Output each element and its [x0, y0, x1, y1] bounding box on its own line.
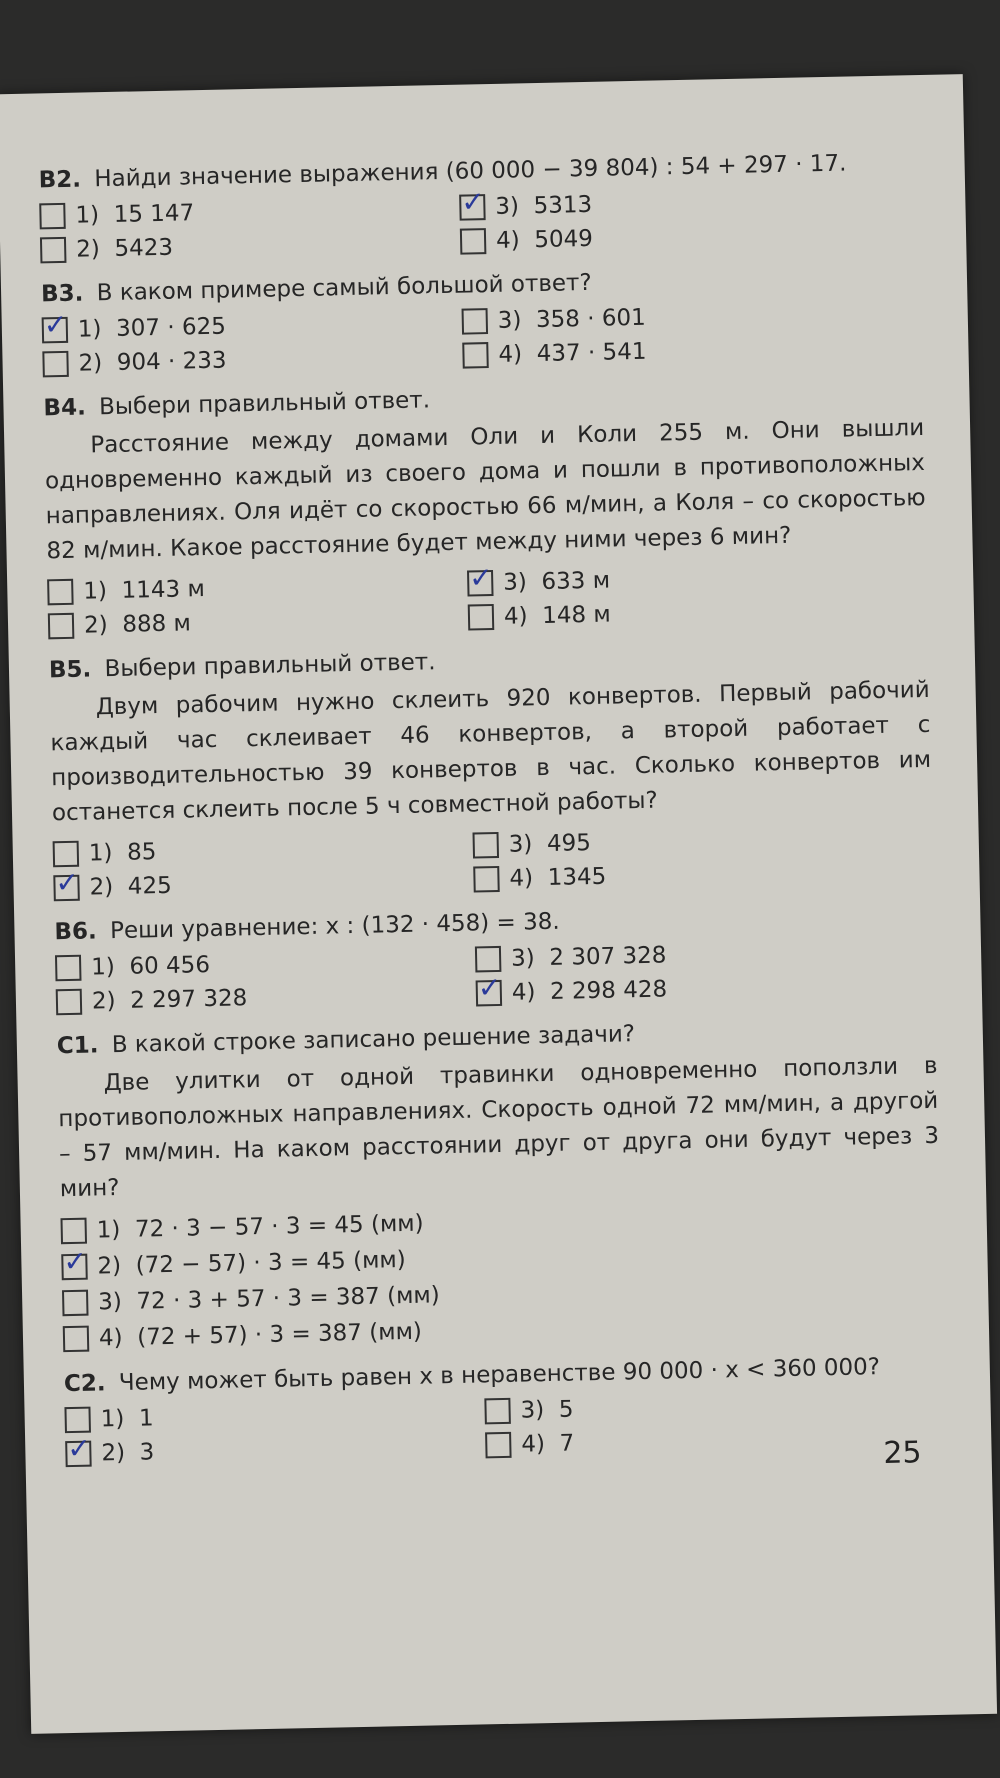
checkbox[interactable] [468, 604, 495, 631]
option-label: 2) 5423 [75, 234, 174, 263]
option-label: 3) 2 307 328 [510, 942, 667, 972]
checkbox[interactable] [462, 308, 489, 335]
task-question: Найди значение выражения (60 000 − 39 804) : 54 + 297 · 17. [94, 150, 847, 193]
task-number: B2. [38, 166, 82, 194]
check-mark-icon: ✓ [43, 307, 68, 342]
task-c2 [64, 1349, 946, 1471]
option-label: 1) 1 [100, 1405, 154, 1433]
option-label: 3) 633 м [503, 567, 611, 596]
checkbox[interactable] [47, 579, 74, 606]
option-label: 3) 5 [520, 1396, 574, 1424]
check-mark-icon: ✓ [468, 561, 493, 595]
checkbox[interactable] [42, 351, 69, 378]
option-label: 2) 425 [89, 872, 172, 901]
task-b5 [49, 635, 934, 905]
check-mark-icon: ✓ [66, 1431, 92, 1466]
task-question: В какой строке записано решение задачи? [111, 1021, 636, 1059]
task-b2 [38, 145, 920, 267]
task-b3 [41, 259, 923, 381]
checkbox[interactable] [473, 866, 500, 893]
task-question: В каком примере самый большой ответ? [96, 269, 592, 307]
check-mark-icon: ✓ [55, 865, 80, 900]
checkbox[interactable] [55, 955, 82, 982]
option-label: 3) 495 [508, 830, 592, 858]
option-label: 2) 2 297 328 [91, 985, 248, 1015]
problem-text: Расстояние между домами Оли и Коли 255 м. Они вышли одновременно каждый из своего дома и пошли в противоположных направлениях. Оля идёт со скоростью 66 м/мин, а Коля – со скоростью 82 м/мин. Какое расстояние будет между ними через 6 мин? [44, 414, 926, 565]
checkbox[interactable] [467, 561, 494, 597]
task-question: Реши уравнение: x : (132 · 458) = 38. [109, 908, 560, 945]
problem-text: Двум рабочим нужно склеить 920 конвертов. Первый рабочий каждый час склеивает 46 конвертов, а второй работает с производительностью 39 конвертов в час. Сколько конвертов им останется склеить после 5 ч совместной работы? [50, 676, 932, 827]
checkbox[interactable] [484, 1398, 511, 1425]
check-mark-icon: ✓ [477, 970, 502, 1005]
checkbox[interactable] [485, 1432, 512, 1459]
option-label: 4) (72 + 57) · 3 = 387 (мм) [98, 1318, 423, 1352]
checkbox[interactable] [63, 1326, 90, 1353]
page-content [38, 145, 945, 1481]
checkbox[interactable] [60, 1218, 87, 1245]
checkbox[interactable] [61, 1244, 88, 1281]
task-number: B6. [54, 918, 98, 946]
option-label: 4) 5049 [495, 225, 594, 254]
task-b6 [54, 897, 936, 1019]
answer-options [47, 557, 928, 643]
checkbox[interactable] [53, 841, 80, 868]
option-label: 3) 72 · 3 + 57 · 3 = 387 (мм) [97, 1282, 441, 1316]
checkbox[interactable] [476, 970, 503, 1007]
checkbox[interactable] [472, 832, 499, 859]
answer-options [53, 819, 934, 905]
option-label: 1) 1143 м [83, 576, 206, 605]
task-c1 [57, 1011, 944, 1357]
task-b4 [43, 373, 928, 643]
task-question: Выбери правильный ответ. [104, 649, 436, 683]
option-label: 2) 904 · 233 [78, 347, 227, 377]
task-number: C2. [63, 1370, 106, 1398]
option-label: 2) 888 м [83, 610, 192, 639]
checkbox[interactable] [53, 865, 80, 902]
answer-options [60, 1195, 943, 1357]
checkbox[interactable] [459, 185, 486, 221]
option-label: 1) 60 456 [90, 952, 211, 981]
checkbox[interactable] [460, 228, 487, 255]
problem-text: Две улитки от одной травинки одновременно поползли в противоположных направлениях. Скорость одной 72 мм/мин, а другой – 57 мм/мин. На каком расстоянии друг от друга они будут через 3 мин? [58, 1052, 940, 1203]
option-label: 4) 2 298 428 [511, 976, 668, 1006]
option-label: 1) 72 · 3 − 57 · 3 = 45 (мм) [96, 1210, 424, 1244]
option-label: 1) 85 [88, 839, 157, 867]
option-label: 4) 437 · 541 [498, 338, 647, 368]
option-label: 4) 7 [521, 1430, 575, 1458]
checkbox[interactable] [62, 1290, 89, 1317]
checkbox[interactable] [40, 237, 67, 264]
task-number: C1. [56, 1032, 99, 1060]
checkbox[interactable] [56, 989, 83, 1016]
workbook-page [0, 74, 997, 1734]
task-question: Выбери правильный ответ. [98, 387, 431, 421]
option-label: 4) 1345 [509, 863, 607, 892]
task-question: Чему может быть равен x в неравенстве 90 000 · x < 360 000? [118, 1354, 881, 1397]
checkbox[interactable] [64, 1407, 91, 1434]
checkbox[interactable] [39, 203, 66, 230]
checkbox[interactable] [42, 307, 69, 344]
task-number: B4. [43, 394, 87, 422]
checkbox[interactable] [65, 1431, 92, 1468]
page-number: 25 [883, 1435, 922, 1472]
option-label: 1) 307 · 625 [77, 313, 227, 343]
option-label: 3) 358 · 601 [497, 304, 646, 334]
option-label: 2) 3 [101, 1439, 155, 1467]
check-mark-icon: ✓ [63, 1244, 88, 1279]
option-label: 4) 148 м [503, 601, 612, 630]
option-label: 1) 15 147 [75, 200, 195, 229]
checkbox[interactable] [462, 342, 489, 369]
task-number: B3. [40, 280, 84, 308]
check-mark-icon: ✓ [460, 185, 486, 219]
option-label: 3) 5313 [495, 191, 593, 220]
task-number: B5. [48, 656, 92, 684]
option-label: 2) (72 − 57) · 3 = 45 (мм) [97, 1246, 407, 1280]
checkbox[interactable] [48, 613, 75, 640]
checkbox[interactable] [475, 946, 502, 973]
